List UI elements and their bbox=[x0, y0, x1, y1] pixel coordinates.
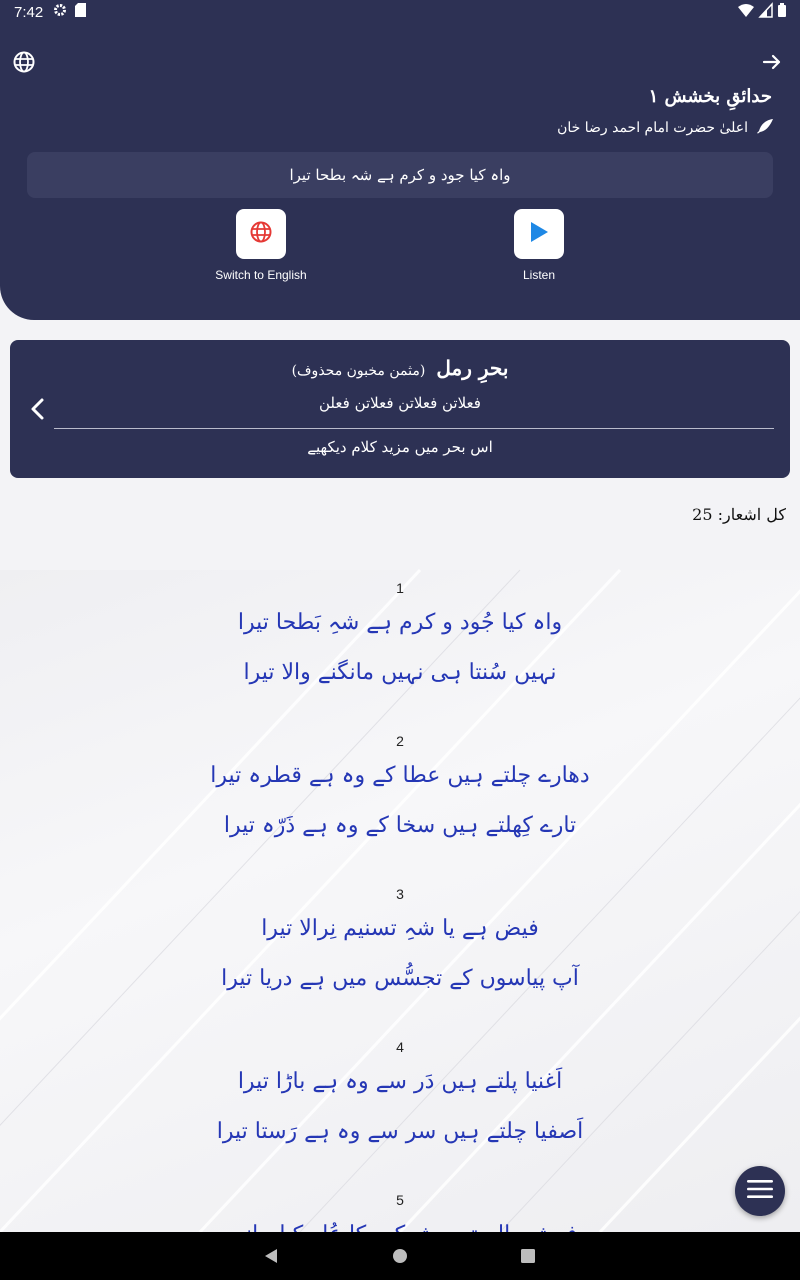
wifi-icon bbox=[738, 4, 754, 21]
verse-line-2: تارے کِھلتے ہیں سخا کے وہ ہے ذَرّہ تیرا bbox=[223, 813, 577, 838]
nav-back-icon[interactable] bbox=[263, 1248, 279, 1268]
verse-item[interactable] bbox=[0, 731, 800, 851]
verse-item[interactable] bbox=[0, 884, 800, 1004]
listen-label: Listen bbox=[522, 268, 556, 282]
more-in-bahr-link[interactable]: اس بحر میں مزید کلام دیکھیے bbox=[307, 438, 493, 456]
bahr-name: بحرِ رمل bbox=[436, 356, 509, 380]
poet-row bbox=[557, 118, 774, 138]
switch-label: Switch to English bbox=[215, 268, 307, 282]
system-nav-bar bbox=[0, 1232, 800, 1280]
menu-fab-button[interactable] bbox=[735, 1166, 785, 1216]
verse-number: 4 bbox=[396, 1039, 404, 1055]
listen-action[interactable] bbox=[484, 209, 594, 282]
verse-number: 2 bbox=[396, 733, 404, 749]
total-label: کل اشعار: bbox=[717, 505, 786, 524]
verse-line-2: نہیں سُنتا ہی نہیں مانگنے والا تیرا bbox=[243, 660, 557, 685]
verse-line-2: آپ پیاسوں کے تجسُّس میں ہے دریا تیرا bbox=[221, 966, 579, 991]
verse-number: 5 bbox=[396, 1192, 404, 1208]
verses-list[interactable] bbox=[0, 570, 800, 1232]
total-verses bbox=[692, 505, 786, 524]
bahr-heading bbox=[10, 356, 790, 380]
verse-item[interactable] bbox=[0, 1037, 800, 1157]
menu-icon bbox=[747, 1179, 773, 1203]
status-time: 7:42 bbox=[14, 3, 44, 21]
bahr-arkan: فعلاتن فعلاتن فعلاتن فعلن bbox=[319, 394, 481, 412]
poet-name: اعلیٰ حضرت امام احمد رضا خان bbox=[557, 120, 748, 136]
settings-icon bbox=[53, 3, 67, 21]
language-globe-icon[interactable] bbox=[12, 50, 36, 74]
kalam-header bbox=[0, 24, 800, 320]
nav-home-icon[interactable] bbox=[392, 1248, 408, 1268]
globe-icon bbox=[249, 220, 273, 248]
kalam-title-box bbox=[27, 152, 773, 198]
bahr-divider bbox=[54, 428, 774, 429]
nav-recents-icon[interactable] bbox=[520, 1248, 536, 1268]
back-arrow-icon[interactable] bbox=[760, 50, 784, 74]
book-title: حدائقِ بخشش ۱ bbox=[648, 86, 772, 107]
signal-icon bbox=[760, 4, 772, 21]
listen-button[interactable] bbox=[514, 209, 564, 259]
switch-to-english-button[interactable] bbox=[236, 209, 286, 259]
verse-line-1: دھارے چلتے ہیں عطا کے وہ ہے قطرہ تیرا bbox=[210, 763, 590, 788]
sd-card-icon bbox=[75, 3, 86, 21]
battery-icon bbox=[778, 3, 786, 21]
verse-number: 3 bbox=[396, 886, 404, 902]
quill-icon bbox=[756, 118, 774, 138]
bahr-card[interactable] bbox=[10, 340, 790, 478]
status-bar bbox=[0, 0, 800, 24]
verse-line-1: اَغنیا پلتے ہیں دَر سے وہ ہے باڑا تیرا bbox=[237, 1069, 563, 1094]
switch-language-action[interactable] bbox=[206, 209, 316, 282]
bahr-subtype: (مثمن مخبون محذوف) bbox=[291, 363, 426, 379]
verse-item[interactable] bbox=[0, 578, 800, 698]
play-icon bbox=[529, 221, 549, 247]
verse-line-2: اَصفیا چلتے ہیں سر سے وہ ہے رَستا تیرا bbox=[216, 1119, 584, 1144]
kalam-title: واہ کیا جود و کرم ہے شہ بطحا تیرا bbox=[289, 166, 511, 184]
verse-line-1: فیض ہے یا شہِ تسنیم نِرالا تیرا bbox=[261, 916, 539, 941]
verse-line-1: واہ کیا جُود و کرم ہے شہِ بَطحا تیرا bbox=[237, 610, 563, 635]
total-count: 25 bbox=[692, 505, 713, 524]
verse-number: 1 bbox=[396, 580, 404, 596]
